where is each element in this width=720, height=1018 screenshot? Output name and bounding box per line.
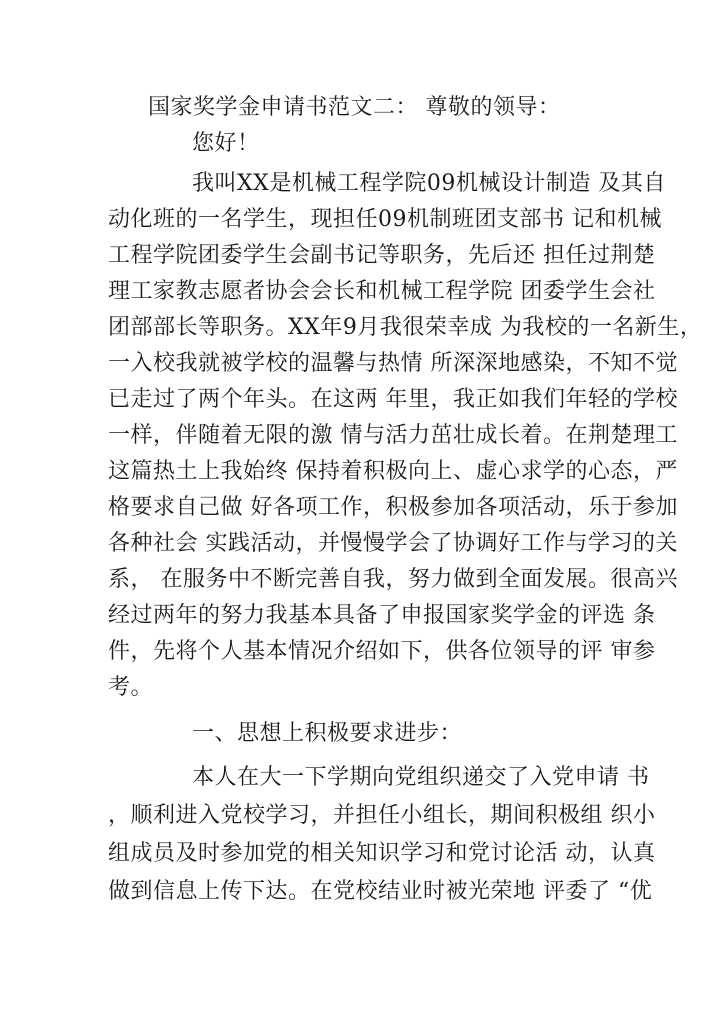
paragraph-line: 我叫XX是机械工程学院09机械设计制造 及其自	[192, 171, 666, 196]
paragraph-line: ，顺利进入党校学习，并担任小组长，期间积极组 织小	[108, 803, 656, 828]
paragraph-line: 一样，伴随着无限的激 情与活力茁壮成长着。在荆楚理工	[108, 423, 678, 448]
paragraph-line: 工程学院团委学生会副书记等职务，先后还 担任过荆楚	[108, 243, 656, 268]
paragraph-line: 件，先将个人基本情况介绍如下，供各位领导的评 审参	[108, 639, 656, 664]
paragraph-line: 已走过了两个年头。在这两 年里，我正如我们年轻的学校	[108, 387, 678, 412]
paragraph-line: 各种社会 实践活动，并慢慢学会了协调好工作与学习的关	[108, 531, 678, 556]
document-title-line: 国家奖学金申请书范文二： 尊敬的领导：	[148, 95, 561, 120]
paragraph-line: 理工家教志愿者协会会长和机械工程学院 团委学生会社	[108, 279, 656, 304]
paragraph-line: 动化班的一名学生，现担任09机制班团支部书 记和机械	[108, 207, 662, 232]
paragraph-line: 组成员及时参加党的相关知识学习和党讨论活 动，认真	[108, 841, 656, 866]
greeting-line: 您好！	[192, 131, 260, 156]
paragraph-line: 做到信息上传下达。在党校结业时被光荣地 评委了 “优	[108, 879, 653, 904]
paragraph-line: 这篇热土上我始终 保持着积极向上、虚心求学的心态，严	[108, 459, 678, 484]
paragraph-line: 经过两年的努力我基本具备了申报国家奖学金的评选 条	[108, 603, 656, 628]
paragraph-line: 格要求自己做 好各项工作，积极参加各项活动，乐于参加	[108, 495, 678, 520]
paragraph-line: 团部部长等职务。XX年9月我很荣幸成 为我校的一名新生，	[108, 315, 703, 340]
paragraph-line: 考。	[108, 675, 154, 700]
section-heading: 一、思想上积极要求进步：	[192, 721, 463, 746]
paragraph-line: 一入校我就被学校的温馨与热情 所深深地感染，不知不觉	[108, 351, 678, 376]
paragraph-line: 系， 在服务中不断完善自我，努力做到全面发展。很高兴	[108, 567, 678, 592]
paragraph-line: 本人在大一下学期向党组织递交了入党申请 书	[192, 765, 650, 790]
